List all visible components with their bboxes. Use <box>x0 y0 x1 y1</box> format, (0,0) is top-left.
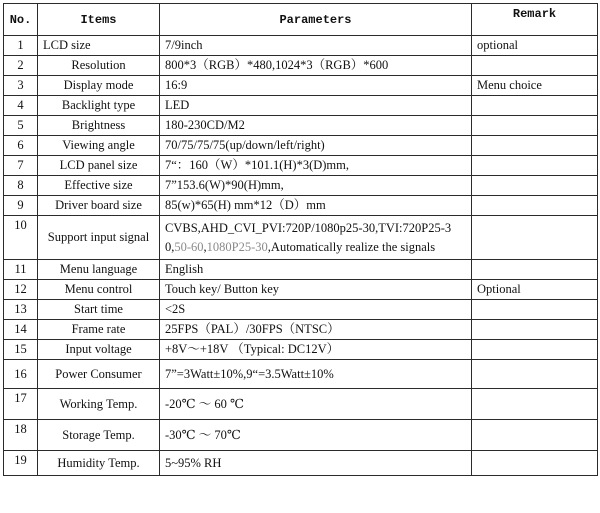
table-row <box>4 300 598 320</box>
row-item: Storage Temp. <box>38 420 160 451</box>
row-item: Display mode <box>38 76 160 96</box>
row-remark <box>472 340 598 360</box>
row-item: Support input signal <box>38 216 160 260</box>
row-item: Input voltage <box>38 340 160 360</box>
param-text: CVBS,AHD_CVI_PVI:720P/1080p25-30,TVI:720P25-3 <box>165 220 452 235</box>
row-param: -30℃ ～ 70℃ <box>160 420 472 451</box>
table-row <box>4 36 598 56</box>
row-remark <box>472 56 598 76</box>
header-items: Items <box>38 4 160 36</box>
row-remark <box>472 196 598 216</box>
table-row <box>4 360 598 389</box>
table-row <box>4 389 598 420</box>
spec-table <box>3 3 598 476</box>
header-no: No. <box>4 4 38 36</box>
row-remark: Menu choice <box>472 76 598 96</box>
row-remark <box>472 260 598 280</box>
header-parameters: Parameters <box>160 4 472 36</box>
row-no: 14 <box>4 320 38 340</box>
row-item: Humidity Temp. <box>38 451 160 476</box>
table-row <box>4 76 598 96</box>
row-param: -20℃ ～ 60 ℃ <box>160 389 472 420</box>
row-remark <box>472 216 598 260</box>
row-param: +8V～+18V （Typical: DC12V） <box>160 340 472 360</box>
row-no: 11 <box>4 260 38 280</box>
row-item: Effective size <box>38 176 160 196</box>
row-no: 18 <box>4 420 38 451</box>
row-no: 4 <box>4 96 38 116</box>
row-no: 8 <box>4 176 38 196</box>
table-row <box>4 216 598 260</box>
row-item: Power Consumer <box>38 360 160 389</box>
param-text-grey: 1080P25-30 <box>206 239 268 254</box>
row-item: Driver board size <box>38 196 160 216</box>
row-remark <box>472 156 598 176</box>
row-item: Brightness <box>38 116 160 136</box>
table-row <box>4 56 598 76</box>
row-remark <box>472 116 598 136</box>
row-remark <box>472 320 598 340</box>
row-item: Working Temp. <box>38 389 160 420</box>
param-text-grey: 50-60 <box>174 239 204 254</box>
row-remark <box>472 96 598 116</box>
row-param: 7/9inch <box>160 36 472 56</box>
row-no: 6 <box>4 136 38 156</box>
row-remark <box>472 136 598 156</box>
row-no: 15 <box>4 340 38 360</box>
row-no: 9 <box>4 196 38 216</box>
param-text: ,Automatically realize the signals <box>267 239 436 254</box>
table-row <box>4 176 598 196</box>
row-item: Viewing angle <box>38 136 160 156</box>
row-no: 5 <box>4 116 38 136</box>
row-item: LCD size <box>38 36 160 56</box>
row-no: 12 <box>4 280 38 300</box>
row-param: 7“：160（W）*101.1(H)*3(D)mm, <box>160 156 472 176</box>
row-item: Resolution <box>38 56 160 76</box>
row-remark <box>472 420 598 451</box>
row-item: Menu control <box>38 280 160 300</box>
row-remark: Optional <box>472 280 598 300</box>
row-param: 5~95% RH <box>160 451 472 476</box>
row-param: LED <box>160 96 472 116</box>
row-param: 180-230CD/M2 <box>160 116 472 136</box>
row-param: Touch key/ Button key <box>160 280 472 300</box>
row-no: 13 <box>4 300 38 320</box>
header-row <box>4 4 598 36</box>
row-param: 7”=3Watt±10%,9“=3.5Watt±10% <box>160 360 472 389</box>
row-param <box>160 216 472 260</box>
row-no: 7 <box>4 156 38 176</box>
row-remark: optional <box>472 36 598 56</box>
table-row <box>4 196 598 216</box>
row-no: 2 <box>4 56 38 76</box>
row-item: Frame rate <box>38 320 160 340</box>
table-row <box>4 96 598 116</box>
row-item: Menu language <box>38 260 160 280</box>
table-row <box>4 451 598 476</box>
row-no: 1 <box>4 36 38 56</box>
table-row <box>4 340 598 360</box>
row-item: Backlight type <box>38 96 160 116</box>
row-param: 16:9 <box>160 76 472 96</box>
row-remark <box>472 300 598 320</box>
table-row <box>4 116 598 136</box>
row-param: 800*3（RGB）*480,1024*3（RGB）*600 <box>160 56 472 76</box>
row-no: 10 <box>4 216 38 260</box>
row-remark <box>472 451 598 476</box>
row-item: Start time <box>38 300 160 320</box>
row-param: English <box>160 260 472 280</box>
row-param: 70/75/75/75(up/down/left/right) <box>160 136 472 156</box>
row-no: 19 <box>4 451 38 476</box>
row-no: 17 <box>4 389 38 420</box>
param-text: 0, <box>165 239 175 254</box>
header-remark: Remark <box>472 4 598 36</box>
table-row <box>4 260 598 280</box>
row-param: 7”153.6(W)*90(H)mm, <box>160 176 472 196</box>
row-param: 25FPS（PAL）/30FPS（NTSC） <box>160 320 472 340</box>
table-row <box>4 280 598 300</box>
row-remark <box>472 360 598 389</box>
row-item: LCD panel size <box>38 156 160 176</box>
table-row <box>4 420 598 451</box>
row-param: <2S <box>160 300 472 320</box>
row-no: 16 <box>4 360 38 389</box>
table-row <box>4 320 598 340</box>
param-text: , <box>203 239 207 254</box>
row-remark <box>472 176 598 196</box>
row-param: 85(w)*65(H) mm*12（D）mm <box>160 196 472 216</box>
row-no: 3 <box>4 76 38 96</box>
table-row <box>4 156 598 176</box>
row-remark <box>472 389 598 420</box>
table-row <box>4 136 598 156</box>
